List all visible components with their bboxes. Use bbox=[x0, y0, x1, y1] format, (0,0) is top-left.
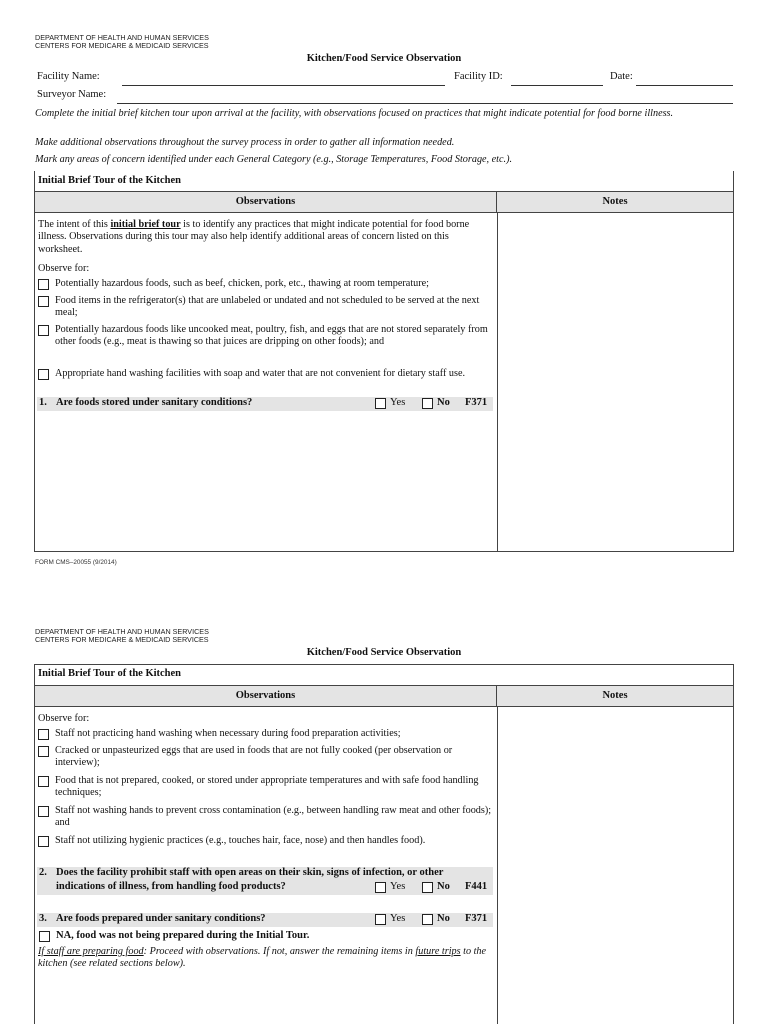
proceed-text-underlined-1: If staff are preparing food bbox=[38, 946, 144, 957]
no-checkbox[interactable] bbox=[422, 914, 433, 925]
no-checkbox[interactable] bbox=[422, 398, 433, 409]
facility-id-field[interactable] bbox=[511, 76, 603, 86]
proceed-instruction bbox=[38, 946, 494, 970]
proceed-text-end: to the kitchen (see related sections below). bbox=[38, 946, 487, 969]
no-label: No bbox=[437, 881, 450, 892]
observation-item-text: Food that is not prepared, cooked, or stored under appropriate temperatures and with safe food handling techniques; bbox=[55, 775, 479, 799]
notes-area[interactable] bbox=[498, 707, 733, 1024]
yes-checkbox[interactable] bbox=[375, 914, 386, 925]
observation-item-text: Staff not utilizing hygienic practices (e.g., touches hair, face, nose) and then handles food). bbox=[55, 835, 426, 846]
question-number: 3. bbox=[39, 913, 47, 924]
na-checkbox[interactable] bbox=[39, 931, 50, 942]
checkbox[interactable] bbox=[38, 806, 49, 817]
column-header-observations: Observations bbox=[35, 686, 497, 707]
na-option-text: NA, food was not being prepared during the Initial Tour. bbox=[56, 930, 310, 941]
observation-table bbox=[34, 171, 734, 552]
yes-checkbox[interactable] bbox=[375, 882, 386, 893]
facility-name-label: Facility Name: bbox=[37, 71, 100, 82]
question-2 bbox=[37, 867, 493, 895]
f-tag: F371 bbox=[465, 913, 488, 924]
question-number: 1. bbox=[39, 397, 47, 408]
column-header-notes: Notes bbox=[497, 686, 733, 707]
question-text-line-2: indications of illness, from handling food products? bbox=[56, 881, 286, 892]
f-tag: F371 bbox=[465, 397, 488, 408]
section-title: Initial Brief Tour of the Kitchen bbox=[35, 665, 733, 686]
agency-line-1: DEPARTMENT OF HEALTH AND HUMAN SERVICES bbox=[35, 627, 209, 636]
f-tag: F441 bbox=[465, 881, 488, 892]
instruction-2: Make additional observations throughout the survey process in order to gather all information needed. bbox=[35, 137, 455, 148]
checkbox[interactable] bbox=[38, 279, 49, 290]
proceed-text-middle: : Proceed with observations. If not, answer the remaining items in bbox=[143, 946, 416, 957]
question-3 bbox=[37, 913, 493, 927]
agency-line-2: CENTERS FOR MEDICARE & MEDICAID SERVICES bbox=[35, 41, 209, 50]
page-title: Kitchen/Food Service Observation bbox=[306, 647, 462, 658]
section-title: Initial Brief Tour of the Kitchen bbox=[35, 171, 733, 192]
checkbox[interactable] bbox=[38, 836, 49, 847]
observe-for-label: Observe for: bbox=[38, 713, 90, 724]
observe-for-label: Observe for: bbox=[38, 263, 90, 274]
surveyor-name-label: Surveyor Name: bbox=[37, 89, 107, 100]
intent-paragraph bbox=[38, 219, 493, 256]
proceed-text-underlined-2: future trips bbox=[415, 946, 461, 957]
surveyor-name-field[interactable] bbox=[117, 94, 733, 104]
checkbox[interactable] bbox=[38, 296, 49, 307]
intent-text-end: is to identify any practices that might indicate potential for food borne illness. Observations during this tour may also help identify additional areas of concern listed on this worksheet. bbox=[38, 219, 470, 255]
instruction-3: Mark any areas of concern identified under each General Category (e.g., Storage Temperatures, Food Storage, etc.). bbox=[35, 154, 513, 165]
facility-id-label: Facility ID: bbox=[454, 71, 503, 82]
question-text: Are foods prepared under sanitary conditions? bbox=[56, 913, 266, 924]
no-label: No bbox=[437, 913, 450, 924]
no-label: No bbox=[437, 397, 450, 408]
observation-item-text: Potentially hazardous foods like uncooked meat, poultry, fish, and eggs that are not stored separately from other foods (e.g., meat is thawing so that juices are dripping on other foods); and bbox=[55, 324, 488, 348]
intent-emphasis: initial brief tour bbox=[110, 219, 181, 230]
observation-item-text: Staff not washing hands to prevent cross contamination (e.g., between handling raw meat and other foods); and bbox=[55, 805, 492, 829]
yes-checkbox[interactable] bbox=[375, 398, 386, 409]
observation-table bbox=[34, 664, 734, 1024]
agency-name bbox=[35, 628, 209, 644]
observation-item-text: Food items in the refrigerator(s) that are unlabeled or undated and not scheduled to be served at the next meal; bbox=[55, 295, 480, 319]
question-number: 2. bbox=[39, 867, 47, 878]
column-header-observations: Observations bbox=[35, 192, 497, 213]
yes-label: Yes bbox=[390, 881, 406, 892]
observation-item-text: Cracked or unpasteurized eggs that are used in foods that are not fully cooked (per observation or interview); bbox=[55, 745, 453, 769]
checkbox[interactable] bbox=[38, 746, 49, 757]
question-text-line-1: Does the facility prohibit staff with open areas on their skin, signs of infection, or other bbox=[56, 867, 444, 878]
page-title: Kitchen/Food Service Observation bbox=[306, 53, 462, 64]
facility-name-field[interactable] bbox=[122, 76, 445, 86]
observation-item-text: Staff not practicing hand washing when necessary during food preparation activities; bbox=[55, 728, 401, 739]
instruction-1: Complete the initial brief kitchen tour upon arrival at the facility, with observations focused on practices that might indicate potential for food borne illness. bbox=[35, 108, 674, 119]
date-label: Date: bbox=[610, 71, 633, 82]
na-option bbox=[39, 930, 495, 944]
agency-name bbox=[35, 34, 209, 50]
date-field[interactable] bbox=[636, 76, 733, 86]
agency-line-2: CENTERS FOR MEDICARE & MEDICAID SERVICES bbox=[35, 635, 209, 644]
yes-label: Yes bbox=[390, 397, 406, 408]
checkbox[interactable] bbox=[38, 729, 49, 740]
yes-label: Yes bbox=[390, 913, 406, 924]
checkbox[interactable] bbox=[38, 369, 49, 380]
no-checkbox[interactable] bbox=[422, 882, 433, 893]
agency-line-1: DEPARTMENT OF HEALTH AND HUMAN SERVICES bbox=[35, 33, 209, 42]
column-header-notes: Notes bbox=[497, 192, 733, 213]
observation-item-text: Potentially hazardous foods, such as beef, chicken, pork, etc., thawing at room temperature; bbox=[55, 278, 429, 289]
checkbox[interactable] bbox=[38, 776, 49, 787]
intent-text-start: The intent of this bbox=[38, 219, 111, 230]
question-text: Are foods stored under sanitary conditions? bbox=[56, 397, 253, 408]
form-number: FORM CMS–20055 (9/2014) bbox=[35, 559, 117, 566]
notes-area[interactable] bbox=[498, 213, 733, 551]
question-1 bbox=[37, 397, 493, 411]
checkbox[interactable] bbox=[38, 325, 49, 336]
observation-item-text: Appropriate hand washing facilities with soap and water that are not convenient for dietary staff use. bbox=[55, 368, 466, 379]
